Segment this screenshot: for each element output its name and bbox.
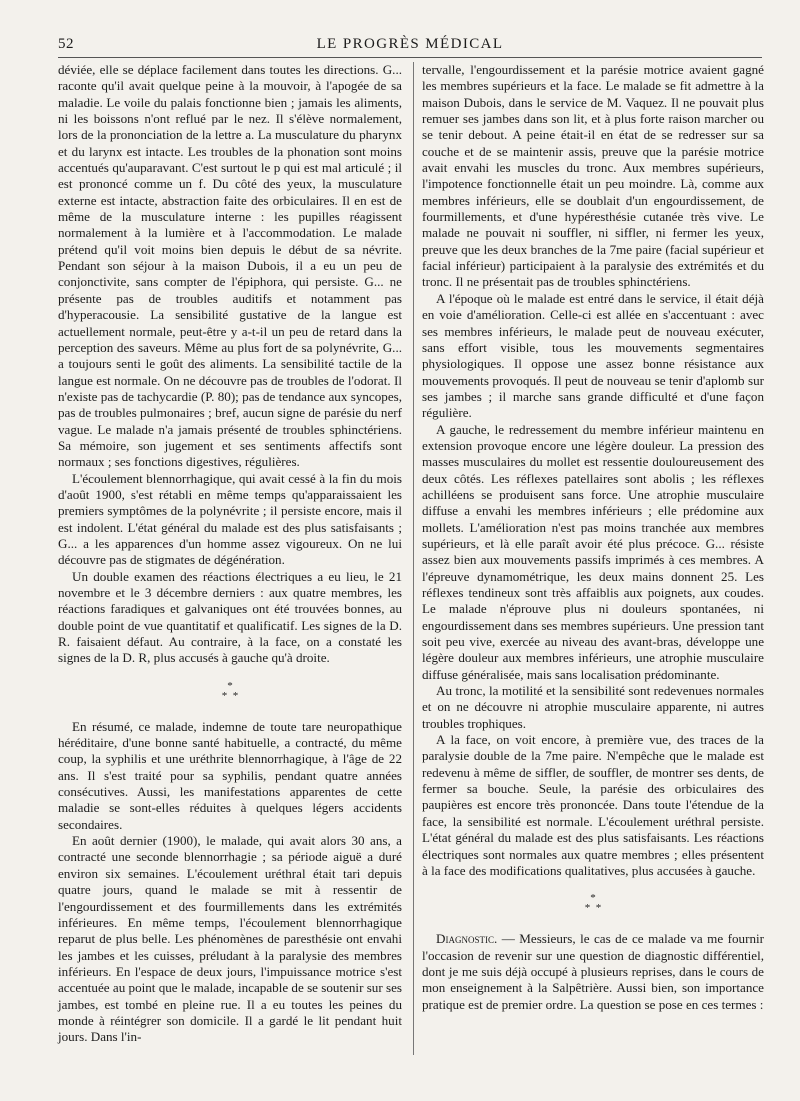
paragraph: En août dernier (1900), le malade, qui avait alors 30 ans, a contracté une seconde blennorrhagie ; sa période aiguë a duré environ six semaines. L'écoulement uréthral était tari depuis quatre jours, quand le malade se mit à ressentir de l'engourdissement et des fourmillements dans les extrémités inférieures. En même temps, l'écoulement blennorrhagique reparut de plus belle. Les phénomènes de paresthésie ont envahi les jambes et les cuisses, préludant à la paralysie des membres inférieurs. En l'espace de deux jours, l'impuissance motrice s'est accentuée au point que le malade, incapable de se soutenir sur ses jambes, est tombé en pleine rue. Il a eu toutes les peines du monde à réintégrer son domicile. Il a gardé le lit pendant huit jours. Dans l'in-: [58, 833, 402, 1045]
paragraph: déviée, elle se déplace facilement dans toutes les directions. G... raconte qu'il avait quelque peine à la mouvoir, à l'apogée de sa maladie. Le voile du palais fonctionne bien ; jamais les aliments, ni les boissons n'ont reflué par le nez. Il s'élève normalement, lors de la prononciation de la lettre a. La musculature du pharynx et du larynx est intacte. Les troubles de la phonation sont moins accentués qu'auparavant. C'est surtout le p qui est mal articulé ; il est prononcé comme un f. Du côté des yeux, la musculature externe est intacte, abstraction faite des orbiculaires. Il en est de même de la musculature interne : les pupilles réagissent normalement à la lumière et à l'accommodation. Le malade prétend qu'il voit moins bien depuis le début de sa névrite. Pendant son séjour à la maison Dubois, il a eu un peu de conjonctivite, sans compter de l'épiphora, qui persiste. G... ne présente pas de troubles auditifs et notamment pas d'hyperacousie. La sensibilité gustative de la langue est actuellement normale, peut-être y a-t-il un peu de retard dans la perception des saveurs. Même au plus fort de sa polynévrite, G... a toujours senti le goût des aliments. La sensibilité tactile de la langue est normale. On ne découvre pas de troubles de l'odorat. Il n'existe pas de tachycardie (P. 80); pas de tendance aux syncopes, pas de troubles pulmonaires ; bref, aucun signe de parésie du nerf vague. Le malade n'a jamais présenté de troubles sphinctériens. Sa mémoire, son jugement et ses sentiments affectifs sont normaux ; ses fonctions digestives, régulières.: [58, 62, 402, 470]
section-stars: * * *: [221, 679, 239, 702]
left-column: [58, 62, 402, 1046]
paragraph: A gauche, le redressement du membre inférieur maintenu en extension provoque encore une légère douleur. La pression des masses musculaires du mollet est ressentie douloureusement des deux côtés. Les réflexes patellaires sont abolis ; les réflexes achilléens se produisent sans force. Une atrophie musculaire diffuse a envahi les membres inférieurs ; elle prédomine aux mollets. L'amélioration n'est pas moins tranchée aux membres supérieurs, et là elle paraît avoir été plus précoce. G... résiste assez bien aux mouvements passifs imprimés à ces membres. A l'épreuve dynamométrique, les deux mains donnent 25. Les réflexes tendineux sont très affaiblis aux poignets, aux coudes. Le malade n'éprouve plus ni douleurs spontanées, ni engourdissement dans ses membres supérieurs. Une pression tant soit peu vive, exercée au niveau des avant-bras, développe une légère douleur aux membres inférieurs, une atrophie musculaire diffuse généralisée, mais sans localisation prédominante.: [422, 421, 764, 682]
paragraph: L'écoulement blennorrhagique, qui avait cessé à la fin du mois d'août 1900, s'est rétabli en même temps qu'apparaissaient les premiers symptômes de la polynévrite ; il persiste encore, mais il est indolent. L'état général du malade est des plus satisfaisants ; G... a les apparences d'un homme assez vigoureux. On ne lui découvre pas de stigmates de dégénération.: [58, 470, 402, 568]
paragraph: En résumé, ce malade, indemne de toute tare neuropathique héréditaire, d'une bonne santé habituelle, a contracté, du même coup, la syphilis et une uréthrite blennorrhagique, à l'âge de 22 ans. Il s'est traité pour sa syphilis, pendant quatre années consécutives. Aussi, les manifestations apparentes de cette maladie se sont-elles réduites à quelques légers accidents secondaires.: [58, 718, 402, 832]
paragraph: A la face, on voit encore, à première vue, des traces de la paralysie double de la 7me paire. N'empêche que le malade est redevenu à même de siffler, de souffler, de montrer ses dents, de fermer sa bouche. Seule, la parésie des orbiculaires des paupières est encore très prononcée. Dans toute l'étendue de la face, la sensibilité est normale. L'écoulement uréthral persiste. L'état général du malade est des plus satisfaisants. Les réactions électriques sont normales aux quatre membres ; elles présentent à la face des modifications qualitatives, plus accusées à gauche.: [422, 732, 764, 878]
section-stars: * * *: [584, 892, 602, 915]
paragraph: tervalle, l'engourdissement et la parésie motrice avaient gagné les membres supérieurs et la face. Le malade se fit admettre à la maison Dubois, dans le service de M. Vaquez. Il ne pouvait plus remuer ses jambes dans son lit, et à plus forte raison marcher ou se tenir debout. A peine était-il en état de se redresser sur sa couche et de se maintenir assis, preuve que la parésie motrice avait envahi les muscles du tronc. Aux membres supérieurs, l'impotence fonctionnelle était un peu moindre. Là, comme aux membres inférieurs, elle se doublait d'un engourdissement, de fourmillements, et d'une hypéresthésie cutanée très vive. Le malade ne pouvait ni souffler, ni siffler, ni fermer les yeux, preuve que les deux branches de la 7me paire (facial supérieur et facial inférieur) participaient à la paralysie des extrémités et du tronc. Il ne présentait pas de troubles sphinctériens.: [422, 62, 764, 290]
column-divider: [413, 62, 414, 1055]
header-rule: [58, 57, 762, 58]
diagnostic-heading: Diagnostic.: [436, 931, 498, 947]
right-column: [422, 62, 764, 1013]
paragraph: Un double examen des réactions électriques a eu lieu, le 21 novembre et le 3 décembre derniers : aux quatre membres, les réactions faradiques et galvaniques ont été trouvées bonnes, au double point de vue quantitatif et qualificatif. Les signes de la D. R. faisaient défaut. Au contraire, à la face, on a constaté les signes de la D. R, plus accusés à gauche qu'à droite.: [58, 568, 402, 666]
page-header: [58, 36, 762, 58]
page-number: 52: [58, 36, 74, 52]
paragraph-diagnostic: [422, 931, 764, 1013]
paragraph: A l'époque où le malade est entré dans le service, il était déjà en voie d'amélioration. Celle-ci est allée en s'accentuant : avec ses membres inférieurs, le malade peut de nouveau exécuter, sans effort visible, tous les mouvements segmentaires physiologiques. Il oppose une assez bonne résistance aux mouvements provoqués. Il peut de nouveau se tenir d'aplomb sur ses jambes ; il marche sans grande difficulté et d'une façon régulière.: [422, 290, 764, 421]
diagnostic-text: — Messieurs, le cas de ce malade va me fournir l'occasion de revenir sur une question de diagnostic différentiel, dont je me suis déjà occupé à plusieurs reprises, dans le cours de mon enseignement à la Salpêtrière. Aussi bien, son importance pratique est de premier ordre. La question se pose en ces termes :: [422, 931, 764, 1012]
journal-title: LE PROGRÈS MÉDICAL: [316, 36, 504, 52]
paragraph: Au tronc, la motilité et la sensibilité sont redevenues normales et on ne découvre ni atrophie musculaire apparente, ni autres troubles trophiques.: [422, 683, 764, 731]
